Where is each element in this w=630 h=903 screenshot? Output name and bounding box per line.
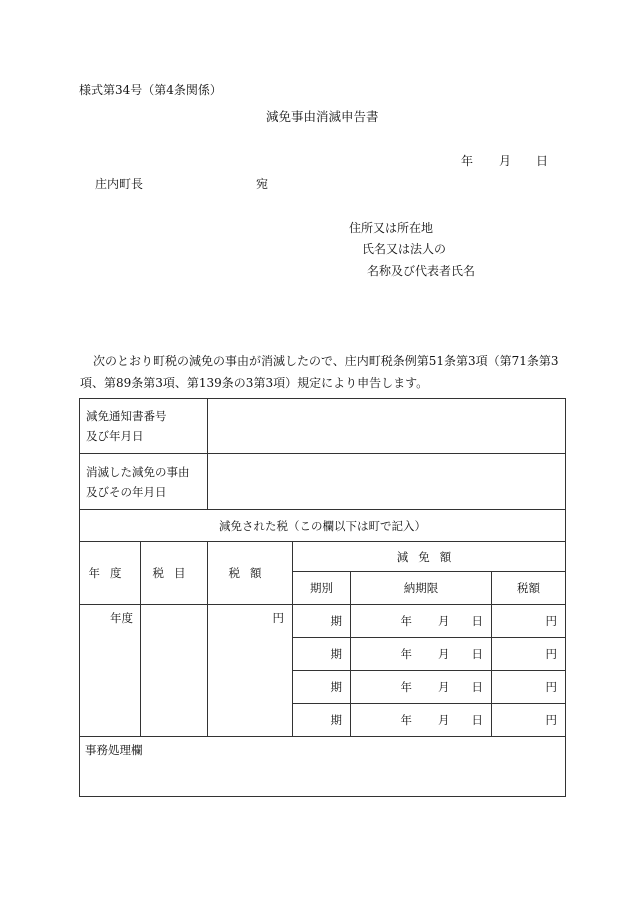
deadline-day: 日 [471,647,483,661]
notice-date-label: 及び年月日 [86,429,144,443]
period-unit: 期 [330,647,342,661]
table-row [80,454,566,510]
reason-field[interactable] [208,454,566,510]
deadline-cell[interactable] [351,671,492,704]
section-header: 減免された税（この欄以下は町で記入） [80,510,566,542]
col-year-header: 年度 [80,542,141,605]
form-number: 様式第34号（第4条関係） [79,83,222,97]
period-cell[interactable] [293,704,351,737]
deadline-cell[interactable] [351,638,492,671]
amount-cell[interactable] [492,638,566,671]
deadline-month: 月 [438,713,450,727]
tax-amount-yen: 円 [272,611,284,625]
deadline-month: 月 [438,680,450,694]
notice-number-label: 減免通知書番号 [86,409,167,423]
date-year-label: 年 [461,154,474,168]
year-unit: 年度 [110,611,133,625]
tax-item-cell[interactable] [141,605,208,737]
office-use-label: 事務処理欄 [85,743,143,757]
reason-label: 消滅した減免の事由 [86,464,190,479]
period-unit: 期 [330,614,342,628]
address-label: 住所又は所在地 [349,221,434,235]
addressee-name: 庄内町長 [95,177,144,191]
amount-yen: 円 [545,713,557,727]
year-cell[interactable] [80,605,141,737]
deadline-year: 年 [400,647,412,661]
period-unit: 期 [330,713,342,727]
period-cell[interactable] [293,638,351,671]
name-label-line2: 名称及び代表者氏名 [367,264,476,278]
deadline-month: 月 [438,647,450,661]
deadline-year: 年 [400,614,412,628]
amount-yen: 円 [545,680,557,694]
deadline-day: 日 [471,713,483,727]
table-row [80,737,566,797]
col-amount-header: 税額 [492,572,566,605]
deadline-day: 日 [471,614,483,628]
addressee-suffix: 宛 [256,177,269,191]
deadline-year: 年 [400,680,412,694]
table-row [80,605,566,638]
reason-date-label: 及びその年月日 [86,484,167,499]
period-unit: 期 [330,680,342,694]
table-row [80,510,566,542]
name-label-line1: 氏名又は法人の [362,242,447,256]
deadline-month: 月 [438,614,450,628]
col-tax-item-header: 税目 [141,542,208,605]
deadline-day: 日 [471,680,483,694]
office-use-cell[interactable] [80,737,566,797]
table-row [80,399,566,454]
date-month-label: 月 [499,154,512,168]
statement-text: 次のとおり町税の減免の事由が消滅したので、庄内町税条例第51条第3項（第71条第3項、第89条第3項、第139条の3第3項）規定により申告します。 [80,354,559,390]
amount-cell[interactable] [492,605,566,638]
deadline-cell[interactable] [351,704,492,737]
deadline-year: 年 [400,713,412,727]
period-cell[interactable] [293,671,351,704]
exemption-table [79,398,566,797]
reason-label-cell [80,454,208,510]
deadline-cell[interactable] [351,605,492,638]
amount-yen: 円 [545,647,557,661]
tax-amount-cell[interactable] [208,605,293,737]
col-deadline-header: 納期限 [351,572,492,605]
date-day-label: 日 [536,154,549,168]
notice-number-field[interactable] [208,399,566,454]
period-cell[interactable] [293,605,351,638]
document-title: 減免事由消滅申告書 [266,109,379,124]
amount-cell[interactable] [492,704,566,737]
amount-yen: 円 [545,614,557,628]
col-exemption-header: 減免額 [293,542,566,572]
notice-number-label-cell [80,399,208,454]
amount-cell[interactable] [492,671,566,704]
col-period-header: 期別 [293,572,351,605]
table-row [80,542,566,572]
col-tax-amount-header: 税額 [208,542,293,605]
